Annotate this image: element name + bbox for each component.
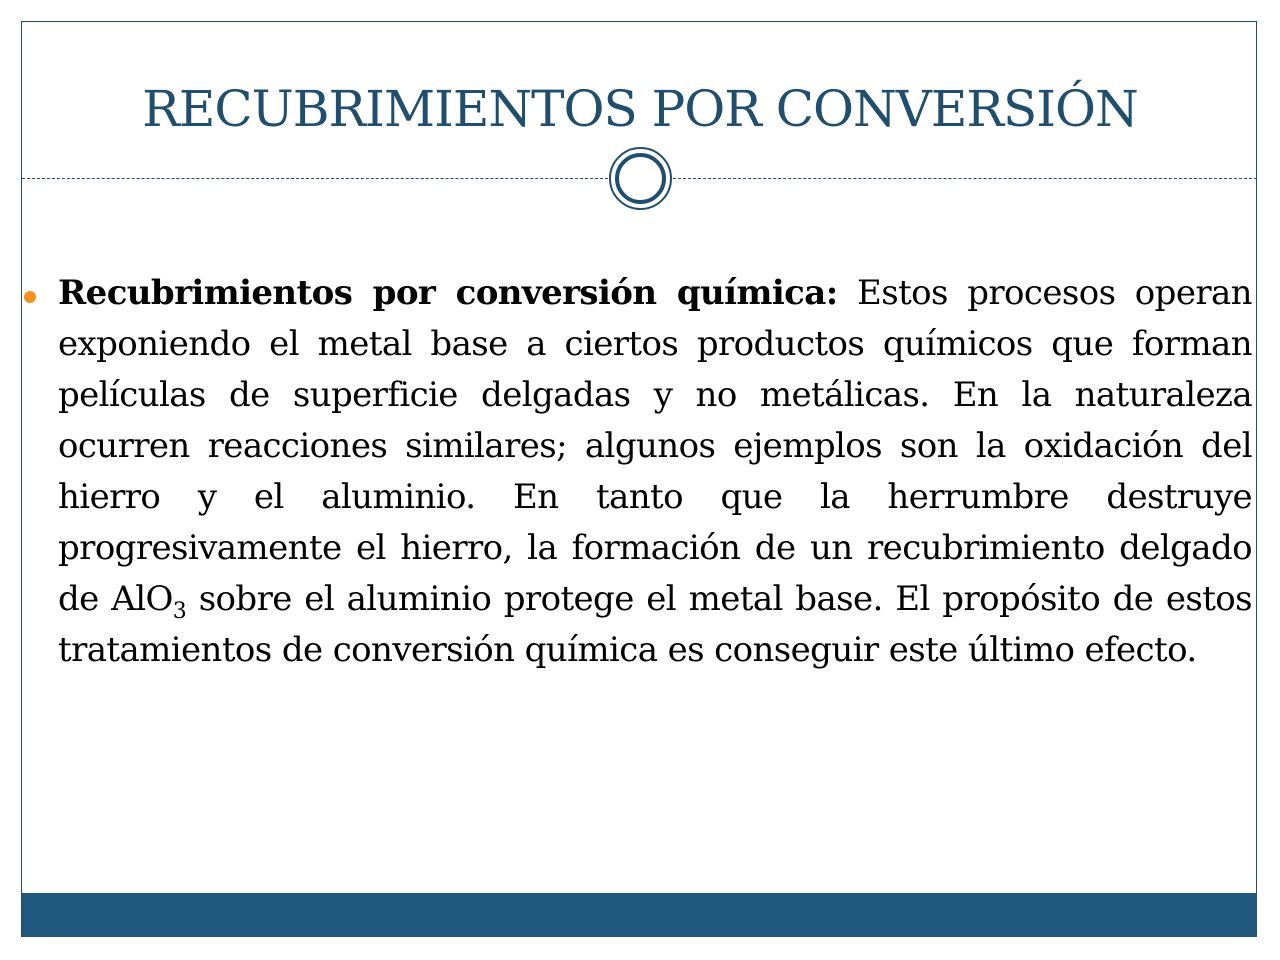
footer-bar bbox=[22, 893, 1257, 937]
bullet-paragraph bbox=[58, 268, 1252, 676]
divider-ring-inner bbox=[615, 153, 666, 204]
formula-base: AlO bbox=[111, 579, 173, 619]
slide-title: RECUBRIMIENTOS POR CONVERSIÓN bbox=[142, 80, 1138, 138]
bullet-dot-icon bbox=[24, 291, 36, 303]
bullet-text-before-formula: Estos procesos operan exponiendo el metal base a ciertos productos químicos que forman películas de superficie delgadas y no metálicas. En la naturaleza ocurren reacciones similares; algunos ejemplos son la oxidación del hierro y el aluminio. En tanto que la herrumbre destruye progresivamente el hierro, la formación de un recubrimiento delgado de bbox=[58, 273, 1252, 619]
title-divider-right bbox=[673, 178, 1257, 179]
bullet-bold-lead: Recubrimientos por conversión química: bbox=[58, 273, 838, 313]
bullet-text-after-formula: sobre el aluminio protege el metal base. El propósito de estos tratamientos de conversión química es conseguir este último efecto. bbox=[58, 579, 1252, 670]
formula-subscript: 3 bbox=[172, 599, 187, 624]
title-divider-left bbox=[22, 178, 608, 179]
divider-ring-ornament bbox=[609, 147, 672, 210]
